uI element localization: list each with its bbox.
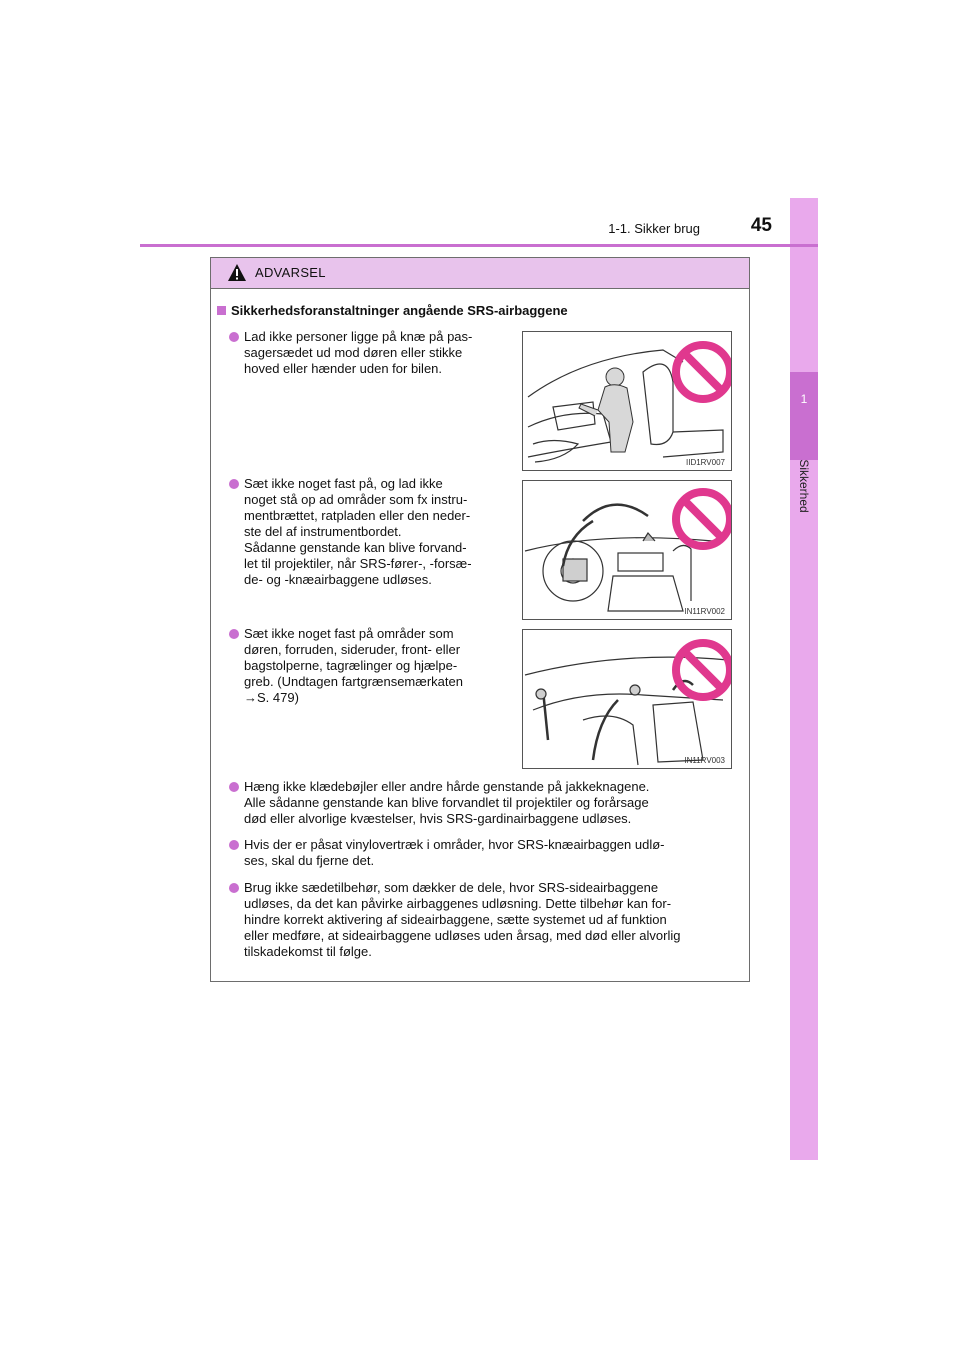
warning-label: ADVARSEL	[255, 265, 326, 280]
bullet-icon	[229, 840, 239, 850]
text-line: →S. 479)	[244, 690, 299, 705]
warning-item-5	[244, 837, 743, 869]
text-line: ses, skal du fjerne det.	[244, 853, 375, 868]
section-heading	[217, 303, 568, 318]
text-line: Lad ikke personer ligge på knæ på pas-	[244, 329, 473, 344]
section-title: 1-1. Sikker brug	[608, 221, 700, 236]
image-code: IN11RV002	[684, 607, 725, 616]
warning-item-1	[244, 329, 516, 377]
text-line: sagersædet ud mod døren eller stikke	[244, 345, 463, 360]
warning-item-3	[244, 626, 516, 706]
image-code: IID1RV007	[686, 458, 725, 467]
chapter-tab-active	[790, 372, 818, 460]
illustration-dashboard	[522, 480, 732, 620]
header-rule	[140, 244, 818, 247]
text-line: udløses, da det kan påvirke airbaggenes udløsning. Dette tilbehør kan for-	[244, 896, 672, 911]
text-line: døren, forruden, sideruder, front- eller	[244, 642, 461, 657]
prohibition-icon	[676, 643, 730, 697]
text-line: død eller alvorlige kvæstelser, hvis SRS-gardinairbaggene udløses.	[244, 811, 632, 826]
section-heading-text: Sikkerhedsforanstaltninger angående SRS-airbaggene	[231, 303, 568, 318]
bullet-icon	[229, 782, 239, 792]
warning-item-2	[244, 476, 516, 588]
text-line: eller medføre, at sideairbaggene udløses uden årsag, med død eller alvorlig	[244, 928, 681, 943]
text-line: hoved eller hænder uden for bilen.	[244, 361, 443, 376]
text-line: Alle sådanne genstande kan blive forvandlet til projektiler og forårsage	[244, 795, 649, 810]
text-line: Hæng ikke klædebøjler eller andre hårde genstande på jakkeknagene.	[244, 779, 650, 794]
text-line: greb. (Undtagen fartgrænsemærkaten	[244, 674, 463, 689]
warning-item-6	[244, 880, 743, 960]
prohibition-icon	[676, 492, 730, 546]
square-bullet-icon	[217, 306, 226, 315]
warning-box	[210, 257, 750, 982]
warning-item-4	[244, 779, 743, 827]
image-code: IN11RV003	[684, 756, 725, 765]
bullet-icon	[229, 479, 239, 489]
chapter-number: 1	[800, 392, 808, 406]
bullet-icon	[229, 883, 239, 893]
illustration-cabin	[522, 629, 732, 769]
chapter-label: Sikkerhed	[797, 459, 811, 513]
text-line: Hvis der er påsat vinylovertræk i områder, hvor SRS-knæairbaggen udlø-	[244, 837, 665, 852]
text-line: Sæt ikke noget fast på, og lad ikke	[244, 476, 443, 491]
text-line: Sæt ikke noget fast på områder som	[244, 626, 454, 641]
illustration-passenger-seat	[522, 331, 732, 471]
bullet-icon	[229, 332, 239, 342]
text-line: tilskadekomst til følge.	[244, 944, 372, 959]
prohibition-icon	[676, 345, 730, 399]
text-line: mentbrættet, ratpladen eller den neder-	[244, 508, 471, 523]
text-line: Brug ikke sædetilbehør, som dækker de dele, hvor SRS-sideairbaggene	[244, 880, 659, 895]
chapter-tab	[790, 198, 818, 1160]
bullet-icon	[229, 629, 239, 639]
text-line: hindre korrekt aktivering af sideairbaggene, sætte systemet ud af funktion	[244, 912, 667, 927]
text-line: bagstolperne, tagrælinger og hjælpe-	[244, 658, 458, 673]
text-line: let til projektiler, når SRS-fører-, -forsæ-	[244, 556, 472, 571]
page-number: 45	[750, 215, 772, 236]
text-line: de- og -knæairbaggene udløses.	[244, 572, 432, 587]
text-line: ste del af instrumentbordet.	[244, 524, 402, 539]
warning-header	[211, 258, 749, 289]
text-line: noget stå op ad områder som fx instru-	[244, 492, 468, 507]
text-line: Sådanne genstande kan blive forvand-	[244, 540, 467, 555]
warning-triangle-icon	[227, 263, 247, 282]
